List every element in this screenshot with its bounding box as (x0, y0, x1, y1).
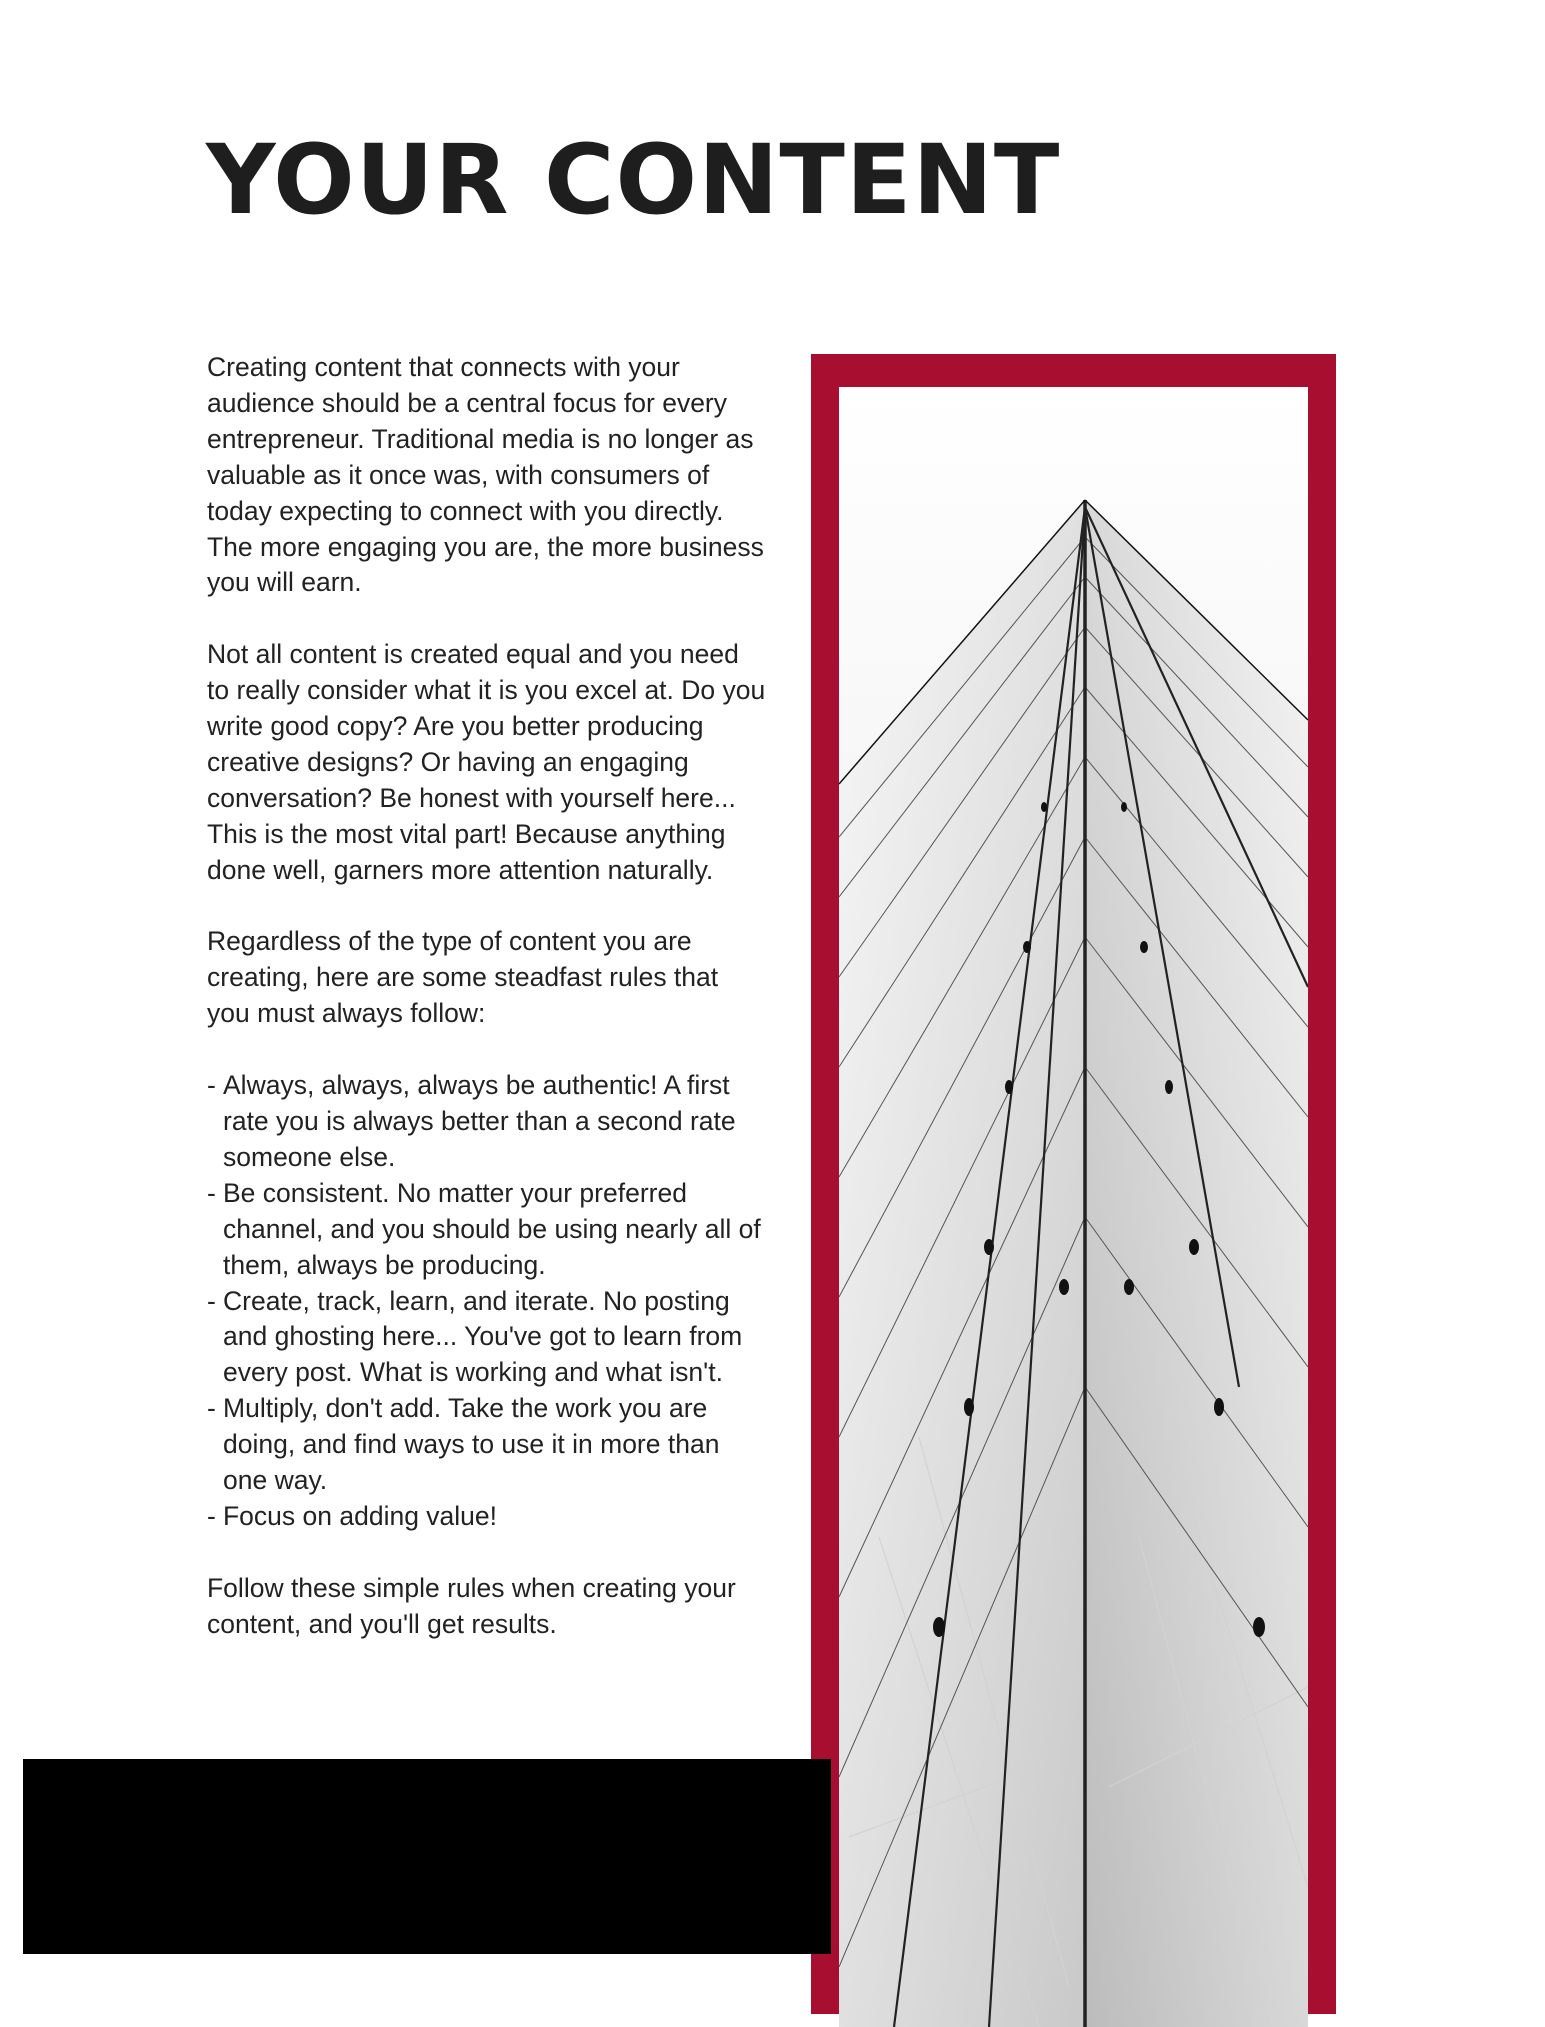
rule-item: - Be consistent. No matter your preferred channel, and you should be using nearly all of them, always be producing. (207, 1177, 761, 1280)
content-quality-paragraph: Not all content is created equal and you need to really consider what it is you excel at. Do you write good copy? Are you better producing creative designs? Or having an engaging conversation? Be honest with yourself here... This is the most vital part! Because anything done well, garners more attention naturally. (207, 639, 766, 885)
rule-text: Create, track, learn, and iterate. No posting and ghosting here... You've got to learn from every post. What is working and what isn't. (223, 1285, 743, 1388)
rule-item: - Create, track, learn, and iterate. No posting and ghosting here... You've got to learn from every post. What is working and what isn't. (207, 1285, 743, 1388)
rule-text: Always, always, always be authentic! A first rate you is always better than a second rate someone else. (223, 1070, 736, 1172)
rule-text: Multiply, don't add. Take the work you are doing, and find ways to use it in more than one way. (223, 1393, 720, 1496)
page-title: YOUR CONTENT (206, 124, 1061, 236)
rule-item: - Always, always, always be authentic! A first rate you is always better than a second rate someone else. (207, 1070, 736, 1172)
rule-text: Focus on adding value! (223, 1500, 498, 1531)
rules-intro-paragraph: Regardless of the type of content you are creating, here are some steadfast rules that you must always follow: (207, 926, 719, 1029)
rule-item: - Multiply, don't add. Take the work you are doing, and find ways to use it in more than one way. (207, 1393, 720, 1496)
decorative-black-bar (23, 1759, 831, 1954)
article-body (207, 350, 767, 1643)
closing-paragraph: Follow these simple rules when creating your content, and you'll get results. (207, 1572, 736, 1639)
photo-frame (811, 354, 1336, 2014)
skyscraper-illustration (839, 387, 1308, 2027)
intro-paragraph: Creating content that connects with your audience should be a central focus for every entrepreneur. Traditional media is no longer as valuable as it once was, with consumers of today expecting to connect with you directly. The more engaging you are, the more business you will earn. (207, 352, 764, 598)
rule-text: Be consistent. No matter your preferred channel, and you should be using nearly all of them, always be producing. (223, 1177, 761, 1280)
rules-list (207, 1068, 767, 1535)
rule-item: - Focus on adding value! (207, 1500, 498, 1531)
skyscraper-photo (839, 387, 1308, 2027)
